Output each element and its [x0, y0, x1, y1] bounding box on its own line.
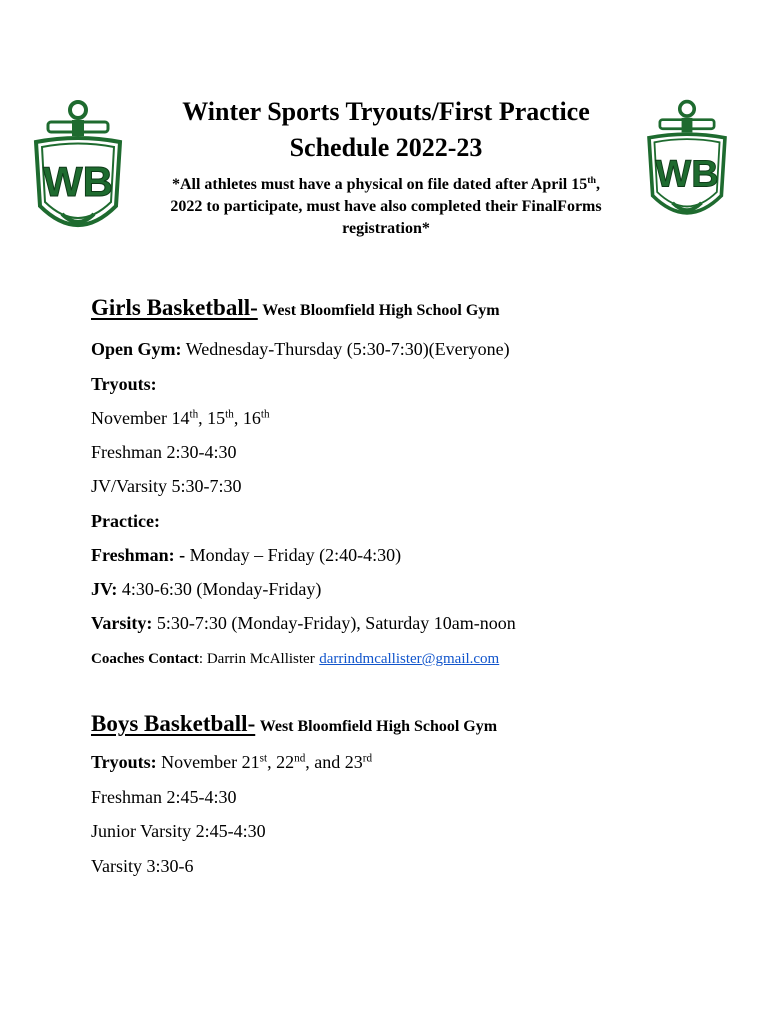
boys-varsity-tryout: Varsity 3:30-6	[91, 856, 194, 876]
wb-anchor-logo-left	[32, 98, 124, 244]
anchor-icon	[32, 98, 124, 244]
anchor-icon	[645, 98, 729, 230]
wb-anchor-logo-right	[645, 98, 729, 230]
girls-tryouts-label: Tryouts:	[91, 374, 157, 394]
boys-basketball-location: West Bloomfield High School Gym	[259, 718, 498, 735]
boys-basketball-title: Boys Basketball-	[91, 711, 256, 736]
girls-tryout-dates: November 14th, 15th, 16th	[91, 408, 270, 428]
coach-email-link[interactable]: darrindmcallister@gmail.com	[319, 651, 500, 667]
girls-basketball-heading	[91, 297, 500, 322]
boys-freshman-tryout: Freshman 2:45-4:30	[91, 787, 237, 807]
girls-jv-varsity-tryout: JV/Varsity 5:30-7:30	[91, 476, 242, 496]
page-title-line2: Schedule 2022-23	[289, 133, 483, 162]
girls-practice-label: Practice:	[91, 511, 160, 531]
girls-freshman-practice: Freshman: - Monday – Friday (2:40-4:30)	[91, 545, 402, 565]
girls-open-gym: Open Gym: Wednesday-Thursday (5:30-7:30)(Everyone)	[91, 339, 510, 359]
note-line2: 2022 to participate, must have also completed their FinalForms	[170, 198, 602, 215]
girls-coach-contact: Coaches Contact: Darrin McAllister darrindmcallister@gmail.com	[91, 651, 500, 667]
girls-varsity-practice: Varsity: 5:30-7:30 (Monday-Friday), Saturday 10am-noon	[91, 613, 516, 633]
boys-jv-tryout: Junior Varsity 2:45-4:30	[91, 821, 266, 841]
boys-basketball-heading	[91, 713, 497, 738]
girls-jv-practice: JV: 4:30-6:30 (Monday-Friday)	[91, 579, 322, 599]
svg-text:WB: WB	[43, 158, 113, 205]
physical-requirement-note	[140, 174, 632, 240]
svg-text:WB: WB	[655, 153, 719, 196]
girls-basketball-title: Girls Basketball-	[91, 295, 258, 320]
page-title-line1: Winter Sports Tryouts/First Practice	[182, 97, 590, 126]
boys-tryouts: Tryouts: November 21st, 22nd, and 23rd	[91, 752, 373, 772]
girls-freshman-tryout: Freshman 2:30-4:30	[91, 442, 237, 462]
note-line1: *All athletes must have a physical on file dated after April 15th,	[171, 175, 601, 193]
girls-basketball-location: West Bloomfield High School Gym	[262, 302, 500, 319]
note-line3: registration*	[342, 220, 430, 237]
